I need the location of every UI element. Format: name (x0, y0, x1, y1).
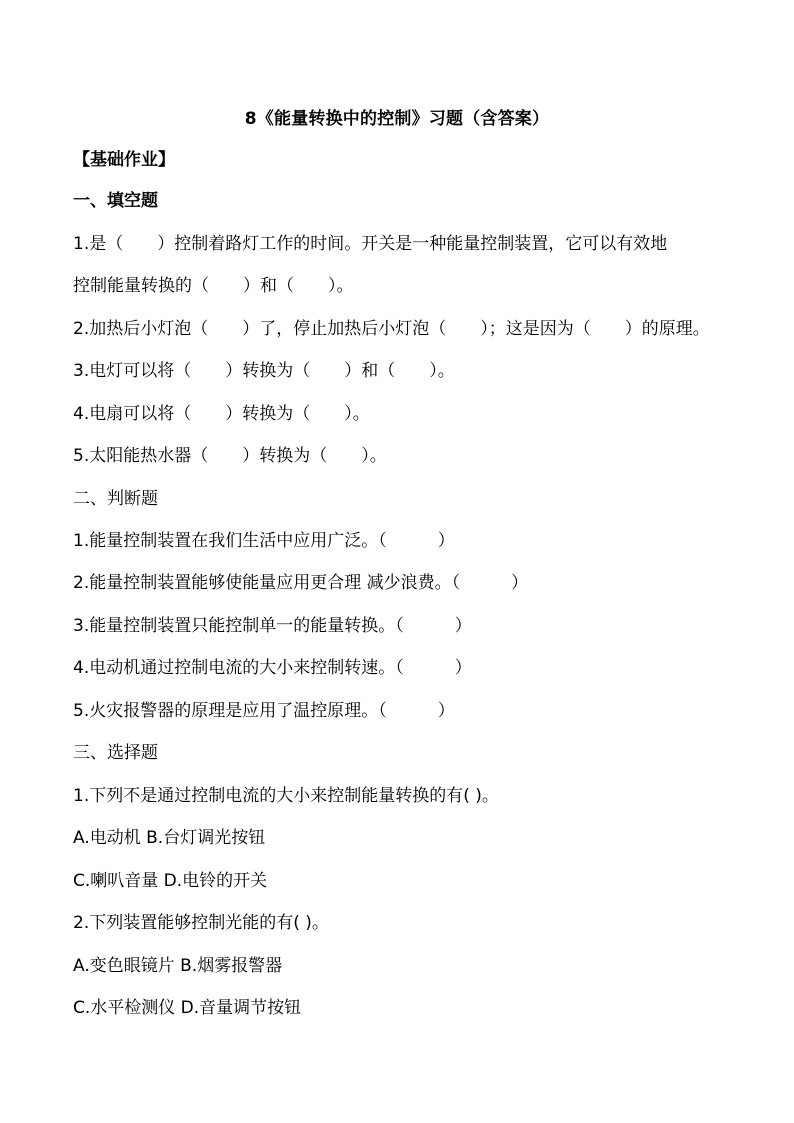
multiple-choice-heading: 三、选择题 (73, 743, 158, 763)
multiple-choice-q2-options-cd: C.水平检测仪 D.音量调节按钮 (73, 998, 302, 1018)
true-false-q5: 5.火灾报警器的原理是应用了温控原理。（ ） (73, 701, 455, 721)
true-false-heading: 二、判断题 (73, 489, 158, 509)
multiple-choice-q2: 2.下列装置能够控制光能的有( )。 (73, 913, 329, 933)
true-false-q2: 2.能量控制装置能够使能量应用更合理 减少浪费。（ ） (73, 573, 529, 593)
multiple-choice-q2-options-ab: A.变色眼镜片 B.烟雾报警器 (73, 956, 283, 976)
fill-blank-q3: 3.电灯可以将（ ）转换为（ ）和（ ）。 (73, 361, 455, 381)
fill-blank-heading: 一、填空题 (73, 191, 158, 211)
fill-blank-q1-line1: 1.是（ ）控制着路灯工作的时间。开关是一种能量控制装置，它可以有效地 (73, 234, 668, 254)
page-title: 8《能量转换中的控制》习题（含答案） (244, 109, 550, 129)
fill-blank-q2: 2.加热后小灯泡（ ）了，停止加热后小灯泡（ ）；这是因为（ ）的原理。 (73, 319, 710, 339)
multiple-choice-q1-options-ab: A.电动机 B.台灯调光按钮 (73, 828, 266, 848)
fill-blank-q5: 5.太阳能热水器（ ）转换为（ ）。 (73, 446, 387, 466)
fill-blank-q1-line2: 控制能量转换的（ ）和（ ）。 (73, 276, 354, 296)
multiple-choice-q1-options-cd: C.喇叭音量 D.电铃的开关 (73, 871, 268, 891)
section-label: 【基础作业】 (73, 150, 175, 170)
true-false-q1: 1.能量控制装置在我们生活中应用广泛。（ ） (73, 531, 455, 551)
true-false-q3: 3.能量控制装置只能控制单一的能量转换。（ ） (73, 616, 472, 636)
fill-blank-q4: 4.电扇可以将（ ）转换为（ ）。 (73, 404, 370, 424)
multiple-choice-q1: 1.下列不是通过控制电流的大小来控制能量转换的有( )。 (73, 786, 499, 806)
true-false-q4: 4.电动机通过控制电流的大小来控制转速。（ ） (73, 658, 472, 678)
